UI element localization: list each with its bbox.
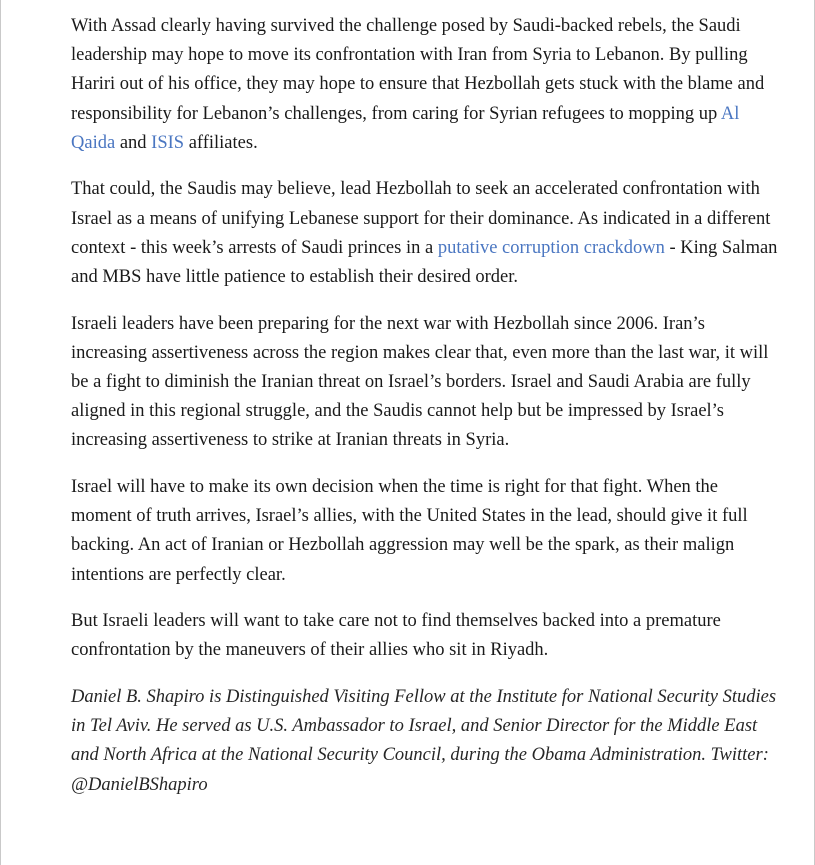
paragraph-3-text: Israeli leaders have been preparing for the next war with Hezbollah since 2006. Iran’s increasing assertiveness across the region makes clear that, even more than the last war, it will be a fight to diminish the Iranian threat on Israel’s borders. Israel and Saudi Arabia are fully aligned in this regional struggle, and the Saudis cannot help but be impressed by Israel’s increasing assertiveness to strike at Iranian threats in Syria. <box>71 313 769 451</box>
paragraph-4 <box>71 473 781 590</box>
author-bio: Daniel B. Shapiro is Distinguished Visiting Fellow at the Institute for National Security Studies in Tel Aviv. He served as U.S. Ambassador to Israel, and Senior Director for the Middle East and North Africa at the National Security Council, during the Obama Administration. Twitter: @DanielBShapiro <box>71 687 777 795</box>
link-isis[interactable]: ISIS <box>151 132 185 153</box>
paragraph-1-text-2: and <box>115 132 152 153</box>
paragraph-1-text-1: With Assad clearly having survived the challenge posed by Saudi-backed rebels, the Saudi leadership may hope to move its confrontation with Iran from Syria to Lebanon. By pulling Hariri out of his office, they may hope to ensure that Hezbollah gets stuck with the blame and responsibility for Lebanon’s challenges, from caring for Syrian refugees to mopping up <box>71 16 765 124</box>
page-border-left <box>0 0 1 865</box>
paragraph-5-text: But Israeli leaders will want to take care not to find themselves backed into a premature confrontation by the maneuvers of their allies who sit in Riyadh. <box>71 611 721 661</box>
paragraph-4-text: Israel will have to make its own decision when the time is right for that fight. When the moment of truth arrives, Israel’s allies, with the United States in the lead, should give it full backing. An act of Iranian or Hezbollah aggression may well be the spark, as their malign intentions are perfectly clear. <box>71 477 748 585</box>
link-corruption-crackdown[interactable]: putative corruption crackdown <box>437 237 665 258</box>
paragraph-2 <box>71 175 781 292</box>
paragraph-5 <box>71 607 781 665</box>
paragraph-2-text-2: - King Salman and MBS have little patience to establish their desired order. <box>71 237 778 288</box>
article-body <box>71 12 781 817</box>
paragraph-1-text-3: affiliates. <box>184 132 258 153</box>
paragraph-2-text-1: That could, the Saudis may believe, lead Hezbollah to seek an accelerated confrontation with Israel as a means of unifying Lebanese support for their dominance. As indicated in a different context - this week’s arrests of Saudi princes in a <box>71 179 771 258</box>
paragraph-1 <box>71 12 781 158</box>
link-al-qaida[interactable]: Al Qaida <box>71 103 740 153</box>
paragraph-3 <box>71 310 781 456</box>
